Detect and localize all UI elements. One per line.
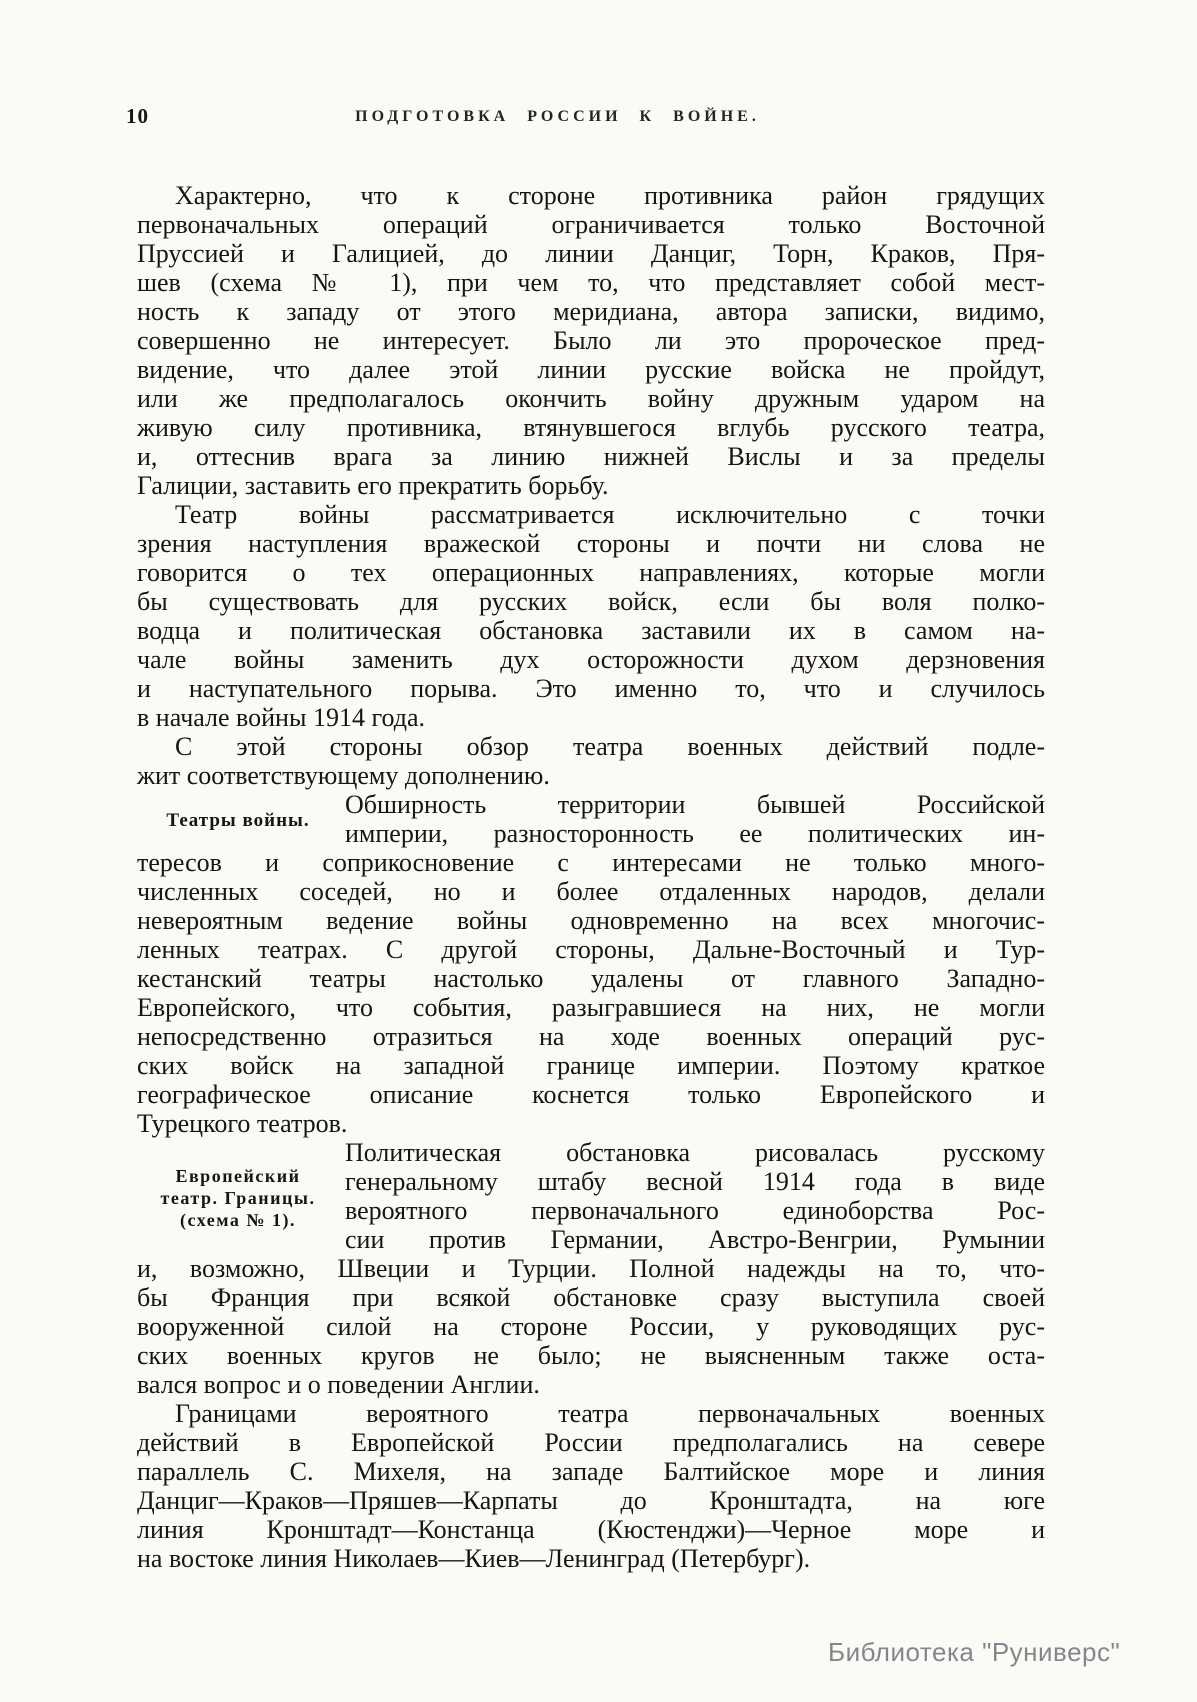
text-line: совершенно не интересует. Было ли это пророческое пред- <box>137 326 1045 355</box>
margin-note-line: Европейский <box>175 1166 301 1186</box>
text-line: ленных театрах. С другой стороны, Дальне-Восточный и Тур- <box>137 935 1045 964</box>
margin-note-european <box>133 1165 343 1231</box>
running-header: ПОДГОТОВКА РОССИИ К ВОЙНЕ. <box>355 108 760 125</box>
text-line: Галиции, заставить его прекратить борьбу. <box>137 471 609 500</box>
margin-note-line: (схема № 1). <box>179 1210 296 1230</box>
text-line: кестанский театры настолько удалены от главного Западно- <box>137 964 1045 993</box>
text-line: параллель С. Михеля, на западе Балтийское море и линия <box>137 1457 1045 1486</box>
text-line: и, возможно, Швеции и Турции. Полной надежды на то, что- <box>137 1254 1045 1283</box>
text-line: вооруженной силой на стороне России, у руководящих рус- <box>137 1312 1045 1341</box>
text-line: бы Франция при всякой обстановке сразу выступила своей <box>137 1283 1045 1312</box>
text-line: первоначальных операций ограничивается только Восточной <box>137 210 1045 239</box>
text-line: жит соответствующему дополнению. <box>137 761 550 790</box>
text-line: вероятного первоначального единоборства Рос- <box>345 1196 1045 1225</box>
text-line: зрения наступления вражеской стороны и почти ни слова не <box>137 529 1045 558</box>
text-line: Характерно, что к стороне противника район грядущих <box>175 181 1045 210</box>
page-number: 10 <box>126 104 149 128</box>
text-line: вался вопрос и о поведении Англии. <box>137 1370 540 1399</box>
text-line: водца и политическая обстановка заставили их в самом на- <box>137 616 1045 645</box>
text-line: империи, разносторонность ее политических ин- <box>345 819 1045 848</box>
margin-note-line: Театры войны. <box>166 810 310 831</box>
text-line: географическое описание коснется только Европейского и <box>137 1080 1045 1109</box>
watermark: Библиотека "Руниверс" <box>828 1637 1121 1667</box>
text-line: говорится о тех операционных направлениях, которые могли <box>137 558 1045 587</box>
text-line: Пруссией и Галицией, до линии Данциг, Торн, Краков, Пря- <box>137 239 1045 268</box>
text-line: живую силу противника, втянувшегося вглубь русского театра, <box>137 413 1045 442</box>
text-line: непосредственно отразиться на ходе военных операций рус- <box>137 1022 1045 1051</box>
text-line: ских военных кругов не было; не выясненным также оста- <box>137 1341 1045 1370</box>
text-line: и, оттеснив врага за линию нижней Вислы и за пределы <box>137 442 1045 471</box>
text-line: Театр войны рассматривается исключительно с точки <box>175 500 1045 529</box>
text-line: сии против Германии, Австро-Венгрии, Румынии <box>345 1225 1045 1254</box>
text-line: чале войны заменить дух осторожности духом дерзновения <box>137 645 1045 674</box>
text-line: шев (схема № 1), при чем то, что представляет собой мест- <box>137 268 1045 297</box>
text-line: Турецкого театров. <box>137 1109 348 1138</box>
text-line: Политическая обстановка рисовалась русскому <box>345 1138 1045 1167</box>
text-line: или же предполагалось окончить войну дружным ударом на <box>137 384 1045 413</box>
text-line: генеральному штабу весной 1914 года в виде <box>345 1167 1045 1196</box>
text-line: Европейского, что события, разыгравшиеся на них, не могли <box>137 993 1045 1022</box>
text-line: ность к западу от этого меридиана, автора записки, видимо, <box>137 297 1045 326</box>
text-line: бы существовать для русских войск, если бы воля полко- <box>137 587 1045 616</box>
text-line: Обширность территории бывшей Российской <box>345 790 1045 819</box>
text-line: линия Кронштадт—Констанца (Кюстенджи)—Черное море и <box>137 1515 1045 1544</box>
text-line: на востоке линия Николаев—Киев—Ленинград (Петербург). <box>137 1544 811 1573</box>
text-line: С этой стороны обзор театра военных действий подле- <box>175 732 1045 761</box>
text-line: ских войск на западной границе империи. Поэтому краткое <box>137 1051 1045 1080</box>
text-line: в начале войны 1914 года. <box>137 703 425 732</box>
margin-note-line: театр. Границы. <box>160 1188 316 1208</box>
text-line: численных соседей, но и более отдаленных народов, делали <box>137 877 1045 906</box>
text-line: и наступательного порыва. Это именно то, что и случилось <box>137 674 1045 703</box>
text-line: невероятным ведение войны одновременно на всех многочис- <box>137 906 1045 935</box>
text-line: видение, что далее этой линии русские войска не пройдут, <box>137 355 1045 384</box>
text-line: действий в Европейской России предполагались на севере <box>137 1428 1045 1457</box>
text-line: Данциг—Краков—Пряшев—Карпаты до Кронштадта, на юге <box>137 1486 1045 1515</box>
text-block <box>137 181 1045 1573</box>
text-line: тересов и соприкосновение с интересами не только много- <box>137 848 1045 877</box>
text-line: Границами вероятного театра первоначальных военных <box>175 1399 1045 1428</box>
margin-note-theatres <box>140 809 336 833</box>
